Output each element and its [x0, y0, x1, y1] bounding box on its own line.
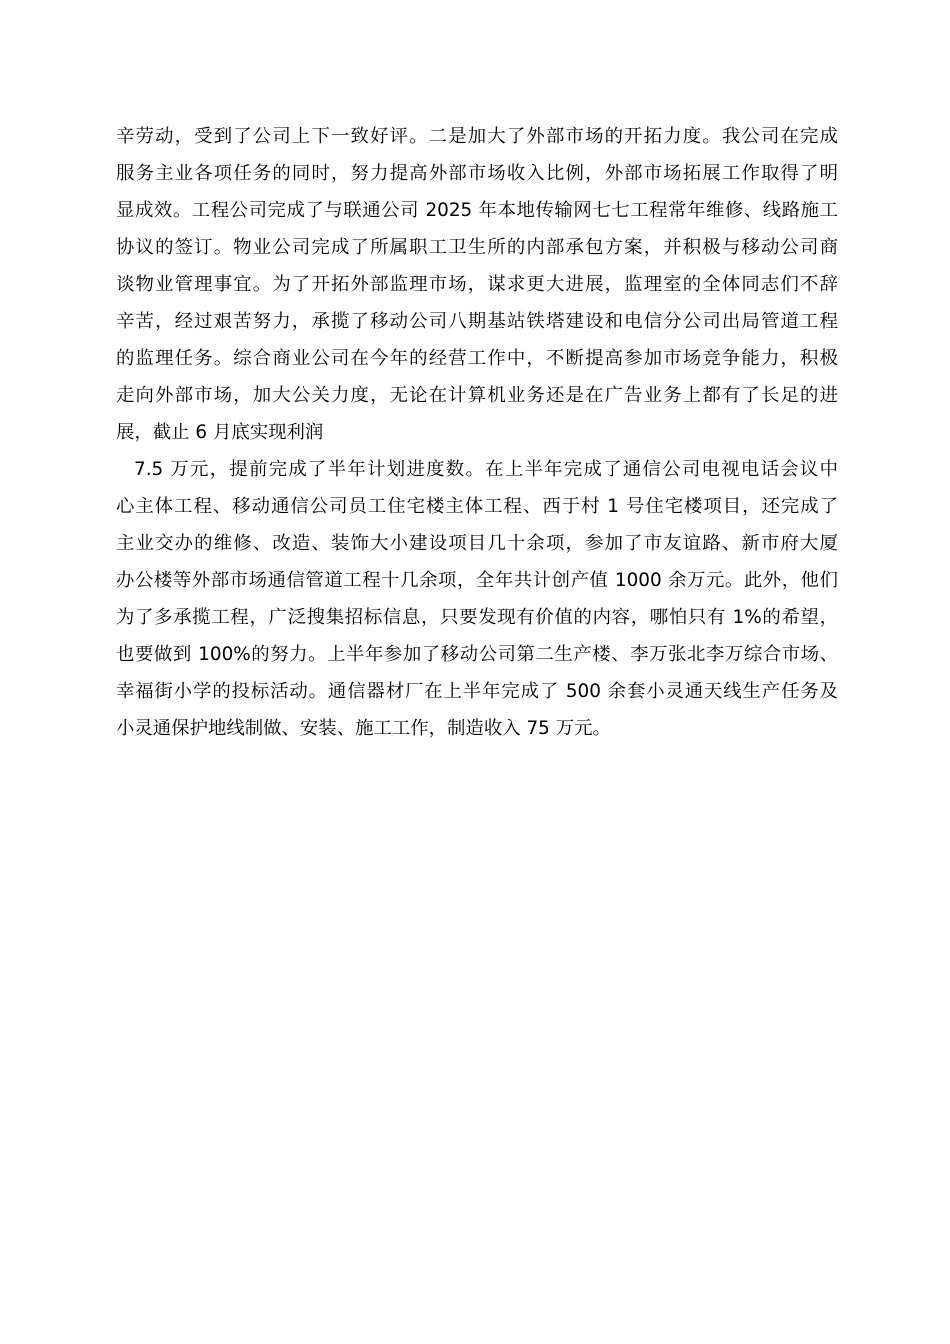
text-line: 的监理任务。综合商业公司在今年的经营工作中，不断提高参加市场竞争能力，积极 — [116, 348, 838, 369]
text-line: 谈物业管理事宜。为了开拓外部监理市场，谋求更大进展，监理室的全体同志们不辞 — [116, 274, 838, 295]
text-line: 协议的签订。物业公司完成了所属职工卫生所的内部承包方案，并积极与移动公司商 — [116, 237, 838, 258]
text-line: 服务主业各项任务的同时，努力提高外部市场收入比例，外部市场拓展工作取得了明 — [116, 163, 838, 184]
text-line: 走向外部市场，加大公关力度，无论在计算机业务还是在广告业务上都有了长足的进 — [116, 385, 838, 406]
text-line: 展，截止 6 月底实现利润 — [116, 422, 324, 443]
body-text — [116, 118, 838, 747]
text-line: 也要做到 100%的努力。上半年参加了移动公司第二生产楼、李万张北李万综合市场、 — [116, 644, 838, 665]
text-line: 为了多承揽工程，广泛搜集招标信息，只要发现有价值的内容，哪怕只有 1%的希望， — [116, 607, 838, 628]
text-line: 办公楼等外部市场通信管道工程十几余项，全年共计创产值 1000 余万元。此外，他们 — [116, 570, 838, 591]
text-line: 幸福街小学的投标活动。通信器材厂在上半年完成了 500 余套小灵通天线生产任务及 — [116, 681, 838, 702]
text-line: 显成效。工程公司完成了与联通公司 2025 年本地传输网七七工程常年维修、线路施工 — [116, 200, 838, 221]
text-line: 辛苦，经过艰苦努力，承揽了移动公司八期基站铁塔建设和电信分公司出局管道工程 — [116, 311, 838, 332]
text-line: 心主体工程、移动通信公司员工住宅楼主体工程、西于村 1 号住宅楼项目，还完成了 — [116, 496, 838, 517]
text-line: 辛劳动，受到了公司上下一致好评。二是加大了外部市场的开拓力度。我公司在完成 — [116, 126, 838, 147]
text-line: 主业交办的维修、改造、装饰大小建设项目几十余项，参加了市友谊路、新市府大厦 — [116, 533, 838, 554]
text-line: 7.5 万元，提前完成了半年计划进度数。在上半年完成了通信公司电视电话会议中 — [134, 459, 838, 480]
text-line: 小灵通保护地线制做、安装、施工工作，制造收入 75 万元。 — [116, 718, 611, 739]
